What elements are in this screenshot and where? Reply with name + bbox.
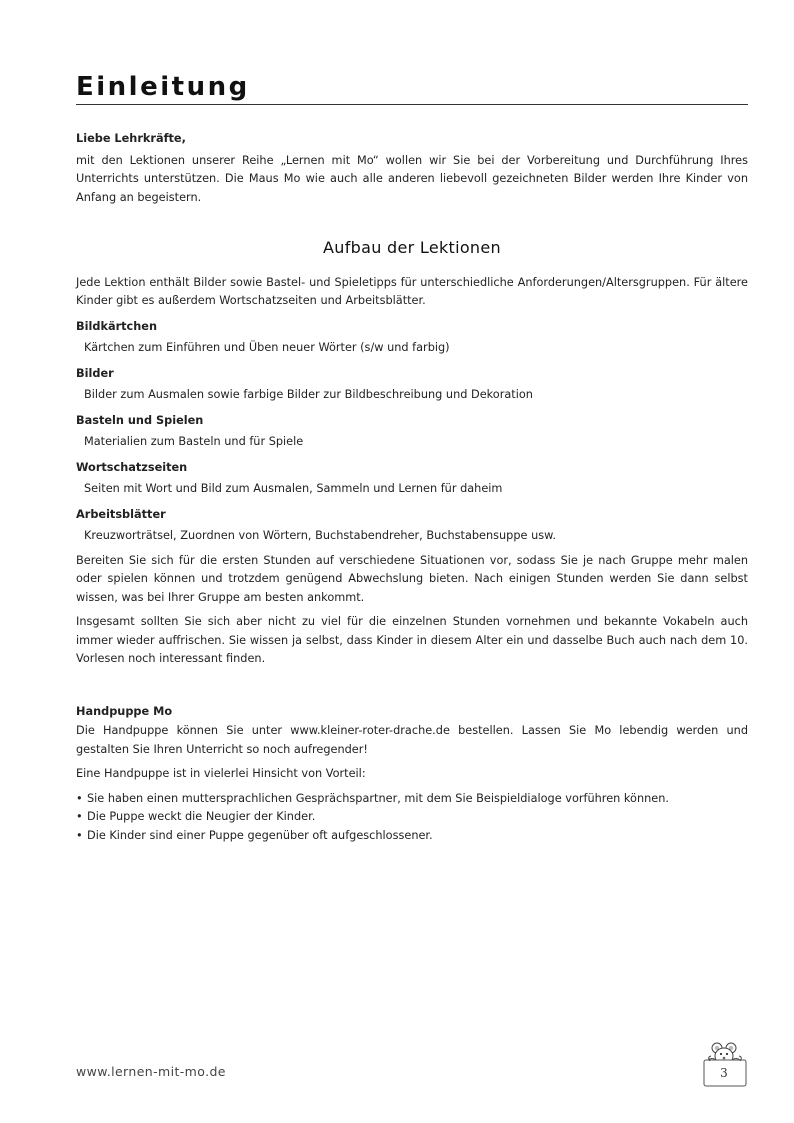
page-title: Einleitung <box>76 72 250 102</box>
puppet-heading: Handpuppe Mo <box>76 704 173 718</box>
advantages-list <box>76 790 748 846</box>
page-number-badge <box>700 1040 750 1088</box>
structure-paragraph: Bereiten Sie sich für die ersten Stunden auf verschiedene Situationen vor, sodass Sie je nach Gruppe mehr malen oder spielen können und trotzdem genügend Abwechslung bieten. Nach einigen Stunden werden Sie dann selbst wissen, was bei Ihrer Gruppe am besten ankommt. <box>76 553 748 604</box>
component-term: Arbeitsblätter <box>76 507 166 521</box>
bullet-icon: • <box>76 810 83 823</box>
puppet-paragraph: Die Handpuppe können Sie unter www.kleiner-roter-drache.de bestellen. Lassen Sie Mo lebendig werden und gestalten Sie Ihren Unterricht so noch aufregender! <box>76 724 748 756</box>
list-item <box>76 808 748 827</box>
mouse-mascot-icon <box>700 1040 750 1088</box>
structure-paragraph: Insgesamt sollten Sie sich aber nicht zu viel für die einzelnen Stunden vornehmen und bekannte Vokabeln auch immer wieder auffrischen. Sie wissen ja selbst, dass Kinder in diesem Alter ein und dasselbe Buch auch nach dem 10. Vorlesen noch interessant finden. <box>76 615 748 665</box>
component-list <box>76 318 748 546</box>
intro-paragraph: mit den Lektionen unserer Reihe „Lernen mit Mo“ wollen wir Sie bei der Vorbereitung und Durchführung Ihres Unterrichts unterstützen. Die Maus Mo wie auch alle anderen liebevoll gezeichneten Bilder werden Ihre Kinder von Anfang an begeistern. <box>76 153 748 204</box>
component-desc: Bilder zum Ausmalen sowie farbige Bilder zur Bildbeschreibung und Dekoration <box>84 388 533 401</box>
page-content <box>76 130 748 845</box>
component-term: Basteln und Spielen <box>76 413 204 427</box>
component-term: Bilder <box>76 366 114 380</box>
list-item-text: Die Kinder sind einer Puppe gegenüber oft aufgeschlossener. <box>87 828 433 842</box>
list-item <box>76 827 748 846</box>
list-item-text: Die Puppe weckt die Neugier der Kinder. <box>87 810 316 823</box>
list-item-text: Sie haben einen muttersprachlichen Gesprächspartner, mit dem Sie Beispieldialoge vorführen können. <box>87 791 669 805</box>
bullet-icon: • <box>76 828 83 842</box>
footer-url: www.lernen-mit-mo.de <box>76 1064 226 1079</box>
component-term: Bildkärtchen <box>76 319 157 333</box>
component-desc: Seiten mit Wort und Bild zum Ausmalen, Sammeln und Lernen für daheim <box>84 482 503 495</box>
greeting: Liebe Lehrkräfte, <box>76 132 186 145</box>
component-term: Wortschatzseiten <box>76 460 188 474</box>
component-desc: Kreuzworträtsel, Zuordnen von Wörtern, Buchstabendreher, Buchstabensuppe usw. <box>84 529 556 542</box>
structure-lead: Jede Lektion enthält Bilder sowie Bastel- und Spieletipps für unterschiedliche Anforderungen/Altersgruppen. Für ältere Kinder gibt es außerdem Wortschatzseiten und Arbeitsblätter. <box>76 275 748 307</box>
advantages-intro: Eine Handpuppe ist in vielerlei Hinsicht von Vorteil: <box>76 767 366 780</box>
list-item <box>76 790 748 809</box>
page-number: 3 <box>720 1066 728 1080</box>
title-divider <box>76 104 748 105</box>
bullet-icon: • <box>76 791 83 805</box>
component-desc: Kärtchen zum Einführen und Üben neuer Wörter (s/w und farbig) <box>84 341 450 354</box>
component-desc: Materialien zum Basteln und für Spiele <box>84 435 304 448</box>
section-heading-structure: Aufbau der Lektionen <box>323 238 501 257</box>
